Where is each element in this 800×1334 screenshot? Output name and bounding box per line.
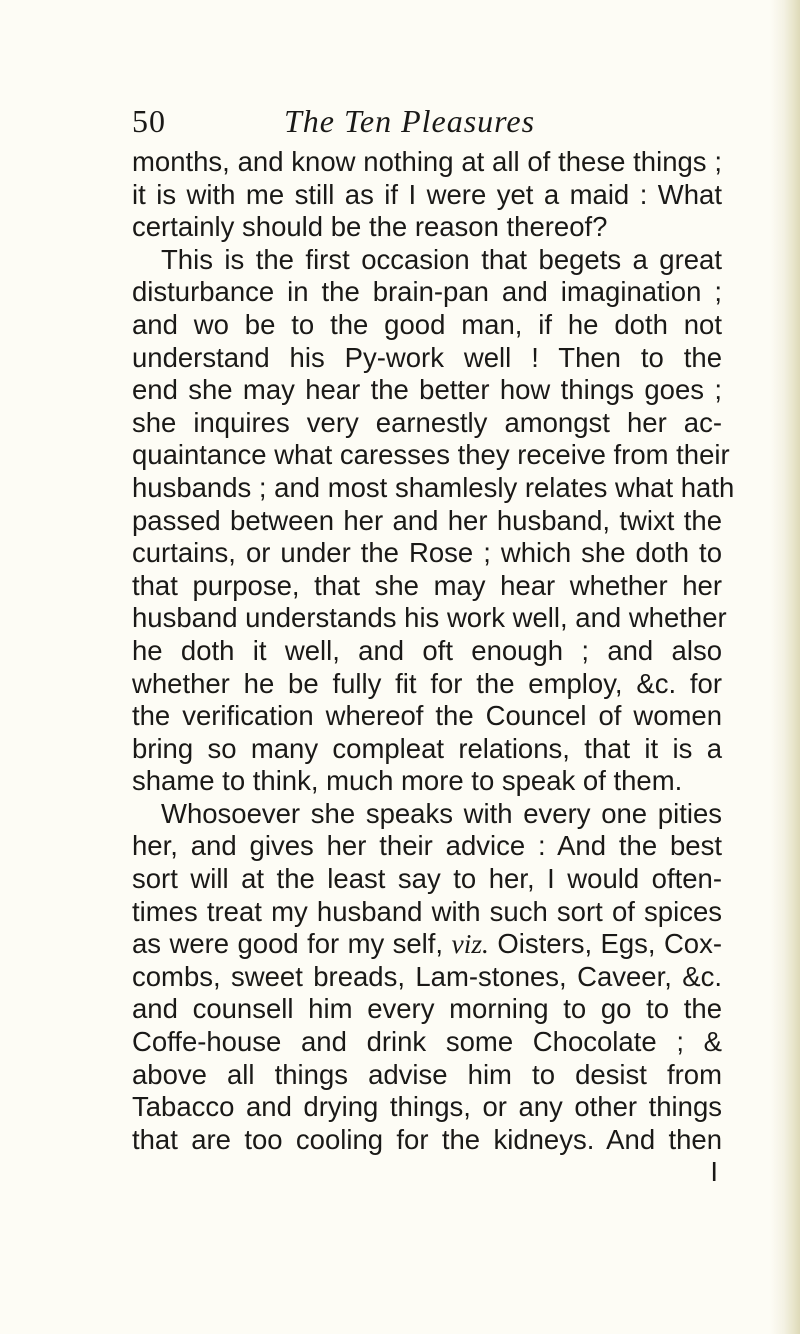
text-line: shame to think, much more to speak of them. bbox=[132, 765, 683, 797]
text-line: it is with me still as if I were yet a maid : What bbox=[132, 178, 722, 210]
text-line: and wo be to the good man, if he doth not bbox=[132, 308, 722, 340]
text-line: certainly should be the reason thereof? bbox=[132, 211, 608, 243]
text-line: her, and gives her their advice : And the best bbox=[132, 830, 722, 862]
text-line: Tabacco and drying things, or any other things bbox=[132, 1091, 722, 1123]
paragraph-start-line: This is the first occasion that begets a great bbox=[161, 243, 722, 275]
page-edge-shadow bbox=[770, 0, 800, 1334]
running-header bbox=[132, 98, 712, 144]
text-line: passed between her and her husband, twixt the bbox=[132, 504, 722, 536]
text-line: that purpose, that she may hear whether her bbox=[132, 569, 722, 601]
text-line: combs, sweet breads, Lam-stones, Caveer, &c. bbox=[132, 960, 722, 992]
text-line: curtains, or under the Rose ; which she doth to bbox=[132, 537, 722, 569]
body-text bbox=[132, 146, 735, 1189]
text-line: bring so many compleat relations, that it is a bbox=[132, 732, 722, 764]
italic-abbreviation: viz. bbox=[451, 928, 489, 960]
text-line: months, and know nothing at all of these things ; bbox=[132, 146, 722, 177]
page-number: 50 bbox=[132, 103, 166, 139]
text-line: quaintance what caresses they receive from their bbox=[132, 439, 730, 471]
catchword: I bbox=[710, 1156, 718, 1188]
text-line: she inquires very earnestly amongst her ac- bbox=[132, 406, 722, 438]
text-line-with-italic bbox=[132, 928, 722, 961]
text-line: husbands ; and most shamlesly relates what hath bbox=[132, 471, 735, 503]
text-segment: Oisters, Egs, Cox- bbox=[497, 928, 723, 960]
text-line: he doth it well, and oft enough ; and also bbox=[132, 634, 722, 666]
text-line: above all things advise him to desist from bbox=[132, 1058, 722, 1090]
text-line: disturbance in the brain-pan and imagination ; bbox=[132, 276, 722, 308]
text-line: sort will at the least say to her, I would often- bbox=[132, 863, 722, 895]
text-line: times treat my husband with such sort of spices bbox=[132, 895, 722, 927]
text-line: and counsell him every morning to go to the bbox=[132, 993, 722, 1025]
text-line: that are too cooling for the kidneys. And then bbox=[132, 1123, 722, 1155]
text-line: husband understands his work well, and whether bbox=[132, 602, 727, 634]
text-line: Coffe-house and drink some Chocolate ; & bbox=[132, 1026, 722, 1058]
text-line: end she may hear the better how things goes ; bbox=[132, 374, 722, 406]
text-line: understand his Py-work well ! Then to the bbox=[132, 341, 722, 373]
text-line: whether he be fully fit for the employ, &c. for bbox=[132, 667, 722, 699]
text-line: the verification whereof the Councel of women bbox=[132, 700, 722, 732]
text-segment: as were good for my self, bbox=[132, 928, 444, 960]
running-title: The Ten Pleasures bbox=[284, 103, 536, 139]
paragraph-start-line: Whosoever she speaks with every one pities bbox=[161, 797, 722, 829]
